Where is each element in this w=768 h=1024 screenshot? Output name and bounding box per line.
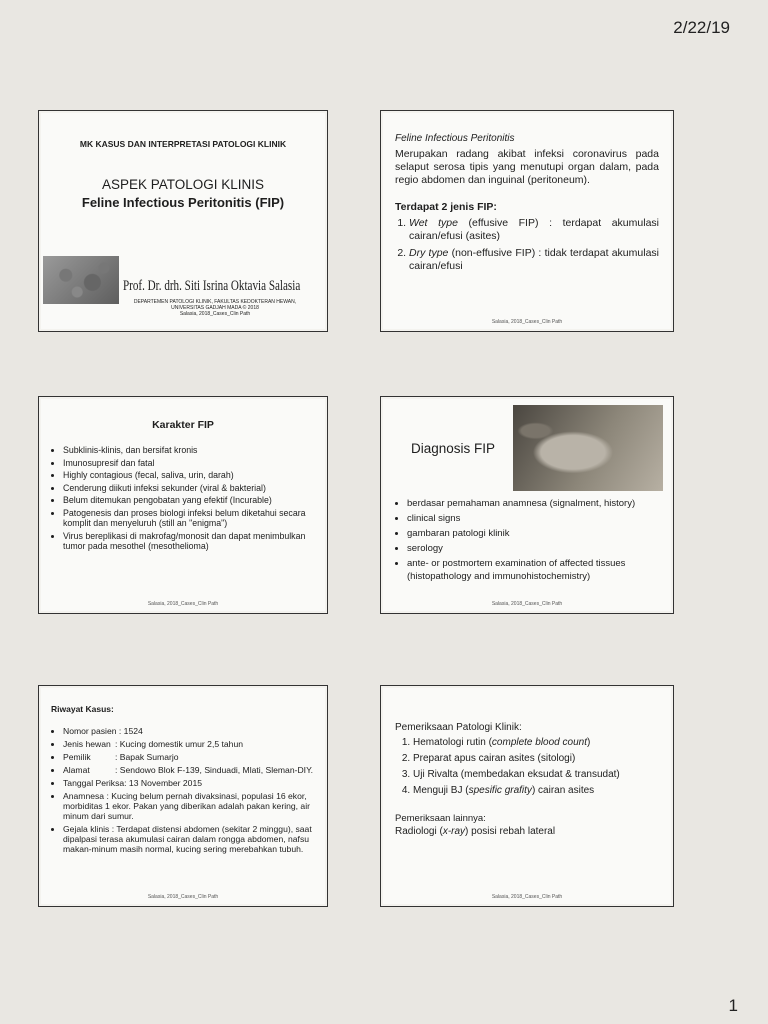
- cells-photo: [43, 256, 119, 304]
- case-history-list: [51, 726, 315, 854]
- list-item: • clinical signs: [407, 512, 667, 525]
- definition-paragraph: Merupakan radang akibat infeksi coronavirus pada selaput serosa tipis yang menutupi organ dalam, pada regio abdomen dan inguinal (peritoneum).: [395, 148, 659, 186]
- list-item: • Virus bereplikasi di makrofag/monosit dan dapat menimbulkan tumor pada mesothel (mesothelioma): [63, 531, 317, 552]
- page-number: 1: [728, 996, 738, 1015]
- slide-karakter-fip: [38, 396, 328, 614]
- list-item: • Highly contagious (fecal, saliva, urin, darah): [63, 470, 317, 481]
- list-item: • Nomor pasien : 1524: [63, 726, 315, 736]
- slide-title: [38, 110, 328, 332]
- list-item: • Pemilik : Bapak Sumarjo: [63, 752, 315, 762]
- slide-heading: Diagnosis FIP: [411, 441, 496, 456]
- slide-footer: Salasia, 2018_Cases_Clin Path: [491, 319, 563, 325]
- course-name: MK KASUS DAN INTERPRETASI PATOLOGI KLINIK: [79, 139, 287, 149]
- list-item: • Belum ditemukan pengobatan yang efektif (Incurable): [63, 495, 317, 506]
- list-item: • Patogenesis dan proses biologi infeksi belum diketahui secara komplit dan menyeluruh (still an "enigma"): [63, 508, 317, 529]
- slide-heading: Feline Infectious Peritonitis: [395, 133, 515, 144]
- list-item: • Subklinis-klinis, dan bersifat kronis: [63, 445, 317, 456]
- characteristics-list: [49, 445, 317, 552]
- slide-title-line1: ASPEK PATOLOGI KLINIS: [101, 177, 265, 192]
- slide-diagnosis-fip: [380, 396, 674, 614]
- list-item: 3. Uji Rivalta (membedakan eksudat & transudat): [413, 767, 659, 783]
- list-item: 2. Preparat apus cairan asites (sitologi): [413, 751, 659, 767]
- cat-photo: [513, 405, 663, 491]
- slide-footer: Salasia, 2018_Cases_Clin Path: [147, 894, 219, 900]
- list-item: • gambaran patologi klinik: [407, 527, 667, 540]
- slide-pemeriksaan: [380, 685, 674, 907]
- radiology-line: Radiologi (x-ray) posisi rebah lateral: [395, 826, 556, 837]
- fip-types-list: [395, 217, 659, 273]
- slide-fip-definition: [380, 110, 674, 332]
- diagnosis-list: [393, 497, 667, 585]
- slide-footer: Salasia, 2018_Cases_Clin Path: [147, 601, 219, 607]
- slide-heading: Pemeriksaan Patologi Klinik:: [395, 722, 522, 733]
- list-item: • Alamat : Sendowo Blok F-139, Sinduadi, Mlati, Sleman-DIY.: [63, 765, 315, 775]
- slide-heading: Karakter FIP: [152, 419, 214, 431]
- list-item: • Imunosupresif dan fatal: [63, 458, 317, 469]
- list-item: 4. Menguji BJ (spesific grafity) cairan asites: [413, 783, 659, 799]
- list-item: • Anamnesa : Kucing belum pernah divaksinasi, populasi 16 ekor, morbiditas 1 ekor. Pakan yang diberikan adalah pakan kering, air minum dari sumur.: [63, 791, 315, 821]
- list-item: • Tanggal Periksa: 13 November 2015: [63, 778, 315, 788]
- list-item: • Cenderung diikuti infeksi sekunder (viral & bakterial): [63, 483, 317, 494]
- slide-riwayat-kasus: [38, 685, 328, 907]
- list-item: • Jenis hewan : Kucing domestik umur 2,5 tahun: [63, 739, 315, 749]
- list-item: 1. Hematologi rutin (complete blood count): [413, 735, 659, 751]
- author-name: Prof. Dr. drh. Siti Isrina Oktavia Salasia: [123, 278, 301, 294]
- slide-title-line2: Feline Infectious Peritonitis (FIP): [81, 195, 285, 210]
- list-item: • Gejala klinis : Terdapat distensi abdomen (sekitar 2 minggu), saat dipalpasi terasa akumulasi cairan dalam rongga abdomen, nafsu makan-minum masih normal, kucing sering merebahkan tubuh.: [63, 824, 315, 854]
- slide-footer: Salasia, 2018_Cases_Clin Path: [491, 601, 563, 607]
- list-item: 2. Dry type (non-effusive FIP) : tidak terdapat akumulasi cairan/efusi: [409, 247, 659, 273]
- other-exams-heading: Pemeriksaan lainnya:: [395, 813, 486, 824]
- slide-footer: Salasia, 2018_Cases_Clin Path: [491, 894, 563, 900]
- slide-heading: Riwayat Kasus:: [51, 704, 114, 714]
- list-item: • serology: [407, 542, 667, 555]
- page-date: 2/22/19: [673, 18, 730, 37]
- list-item: 1. Wet type (effusive FIP) : terdapat akumulasi cairan/efusi (asites): [409, 217, 659, 243]
- list-item: • berdasar pemahaman anamnesa (signalment, history): [407, 497, 667, 510]
- types-subheading: Terdapat 2 jenis FIP:: [395, 201, 497, 213]
- list-item: • ante- or postmortem examination of affected tissues (histopathology and immunohistochemistry): [407, 557, 667, 583]
- exam-list: [395, 735, 659, 799]
- department: DEPARTEMEN PATOLOGI KLINIK, FAKULTAS KEDOKTERAN HEWAN, UNIVERSITAS GADJAH MADA © 2018 Salasia, 2018_Cases_Clin Path: [133, 299, 297, 317]
